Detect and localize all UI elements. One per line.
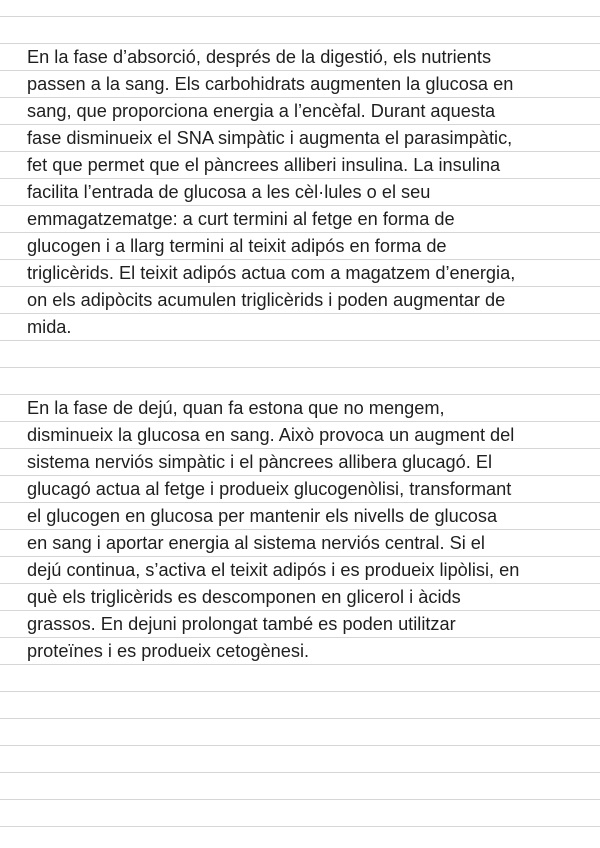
text-line: sang, que proporciona energia a l’encèfal. Durant aquesta [27, 101, 496, 121]
text-line: facilita l’entrada de glucosa a les cèl·lules o el seu [27, 182, 431, 202]
text-line: glucagó actua al fetge i produeix glucogenòlisi, transformant [27, 479, 512, 499]
text-line: grassos. En dejuni prolongat també es poden utilitzar [27, 614, 456, 634]
paragraph-absorption-phase [27, 44, 587, 341]
text-line: En la fase d’absorció, després de la digestió, els nutrients [27, 47, 492, 67]
text-line: què els triglicèrids es descomponen en glicerol i àcids [27, 587, 461, 607]
text-line: triglicèrids. El teixit adipós actua com a magatzem d’energia, [27, 263, 516, 283]
text-line: glucogen i a llarg termini al teixit adipós en forma de [27, 236, 447, 256]
text-line: dejú continua, s’activa el teixit adipós i es produeix lipòlisi, en [27, 560, 520, 580]
text-line: disminueix la glucosa en sang. Això provoca un augment del [27, 425, 515, 445]
text-line: passen a la sang. Els carbohidrats augmenten la glucosa en [27, 74, 514, 94]
paragraph-fasting-phase [27, 395, 587, 665]
text-line: sistema nerviós simpàtic i el pàncrees allibera glucagó. El [27, 452, 493, 472]
text-line: fet que permet que el pàncrees alliberi insulina. La insulina [27, 155, 501, 175]
text-line: proteïnes i es produeix cetogènesi. [27, 641, 310, 661]
text-line: en sang i aportar energia al sistema nerviós central. Si el [27, 533, 485, 553]
text-line: emmagatzematge: a curt termini al fetge en forma de [27, 209, 455, 229]
text-line: En la fase de dejú, quan fa estona que no mengem, [27, 398, 445, 418]
text-line: mida. [27, 317, 72, 337]
text-line: el glucogen en glucosa per mantenir els nivells de glucosa [27, 506, 498, 526]
text-line: fase disminueix el SNA simpàtic i augmenta el parasimpàtic, [27, 128, 513, 148]
text-line: on els adipòcits acumulen triglicèrids i poden augmentar de [27, 290, 506, 310]
